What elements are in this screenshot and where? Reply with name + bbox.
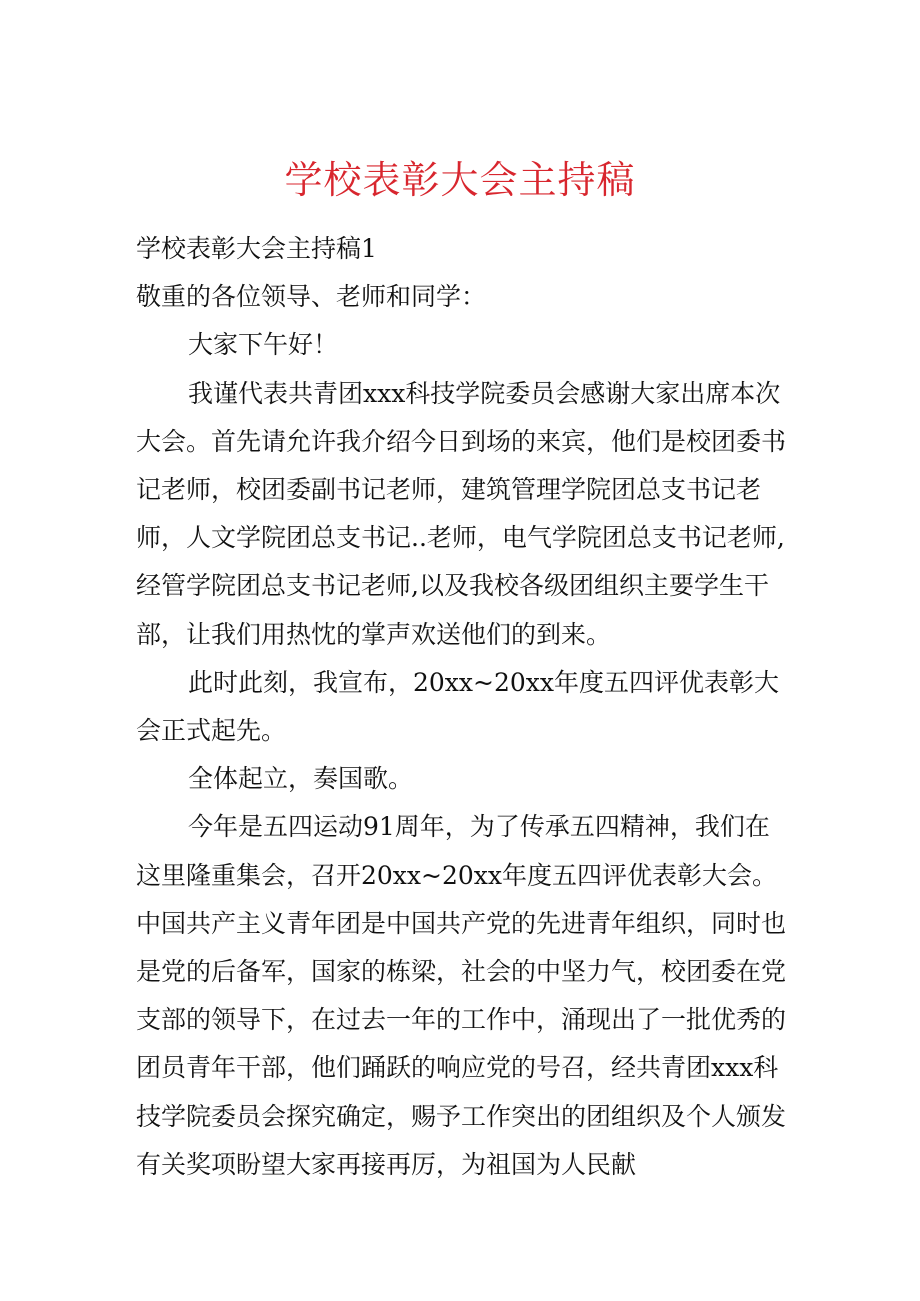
document-title: 学校表彰大会主持稿 bbox=[284, 158, 636, 202]
salutation: 敬重的各位领导、老师和同学： bbox=[136, 282, 487, 312]
paragraph-announcement: 此时此刻，我宣布，20xx~20xx年度五四评优表彰大会正式起先。 bbox=[136, 667, 779, 746]
document-body bbox=[136, 225, 794, 1189]
paragraph-anthem: 全体起立，奏国歌。 bbox=[188, 764, 414, 794]
paragraph-context: 今年是五四运动91周年，为了传承五四精神，我们在这里隆重集会，召开20xx~20xx年度五四评优表彰大会。中国共产主义青年团是中国共产党的先进青年组织，同时也是党的后备军，国家的栋梁，社会的中坚力气，校团委在党支部的领导下，在过去一年的工作中，涌现出了一批优秀的团员青年干部，他们踊跃的响应党的号召，经共青团xxx科技学院委员会探究确定，赐予工作突出的团组织及个人颁发有关奖项盼望大家再接再厉，为祖国为人民献 bbox=[136, 812, 787, 1179]
paragraph-greeting: 大家下午好！ bbox=[188, 330, 339, 360]
document-subtitle: 学校表彰大会主持稿1 bbox=[136, 234, 377, 263]
paragraph-guests: 我谨代表共青团xxx科技学院委员会感谢大家出席本次大会。首先请允许我介绍今日到场的来宾，他们是校团委书记老师，校团委副书记老师，建筑管理学院团总支书记老师，人文学院团总支书记..老师，电气学院团总支书记老师,经管学院团总支书记老师,以及我校各级团组织主要学生干部，让我们用热忱的掌声欢送他们的到来。 bbox=[136, 378, 787, 649]
